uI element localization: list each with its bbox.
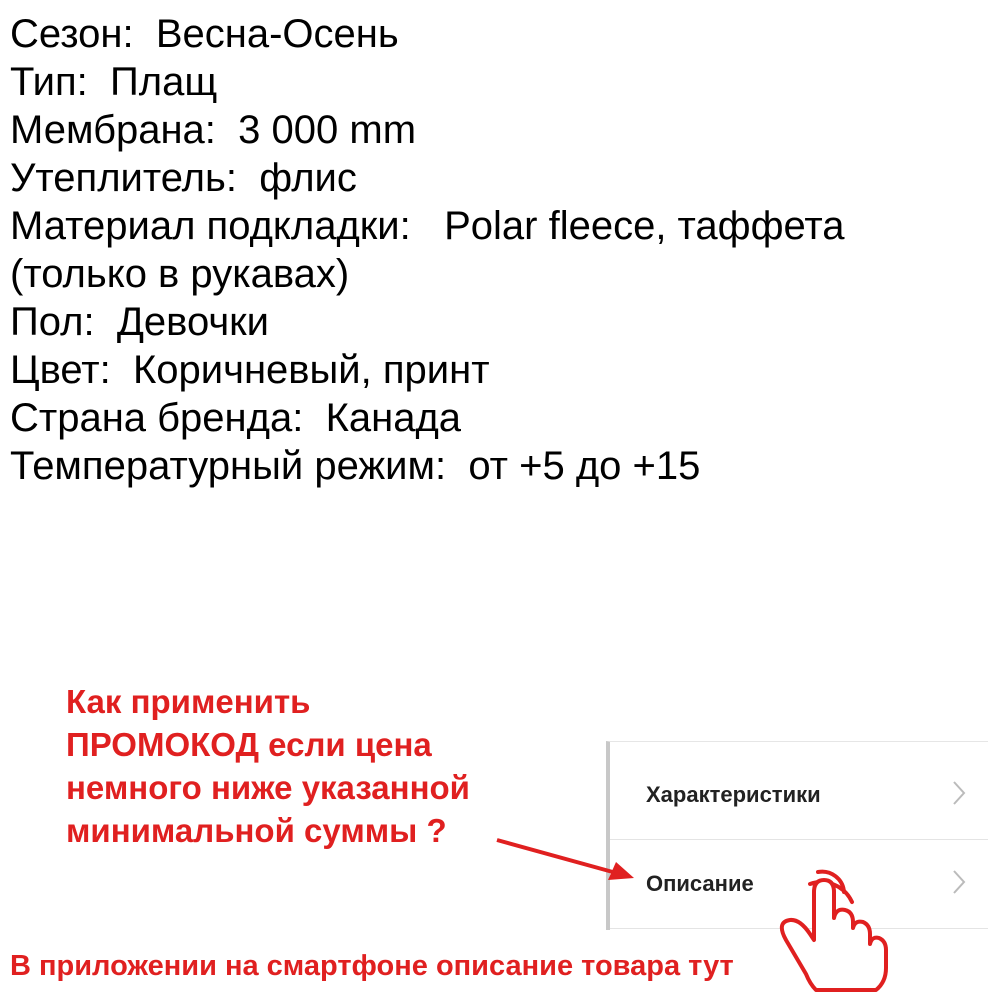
spec-lining <box>10 202 970 298</box>
spec-value: Коричневый, принт <box>132 348 490 392</box>
spec-value: Девочки <box>116 300 269 344</box>
product-specs <box>10 10 970 490</box>
spec-membrane <box>10 106 970 154</box>
spec-value: Канада <box>325 396 462 440</box>
spec-insulation <box>10 154 970 202</box>
chevron-right-icon <box>952 780 966 806</box>
promo-line: минимальной суммы ? <box>66 812 447 849</box>
spec-label: Сезон: <box>10 12 134 56</box>
spec-label: Цвет: <box>10 348 111 392</box>
characteristics-label: Характеристики <box>646 782 821 807</box>
spec-value: Весна-Осень <box>155 12 399 56</box>
promo-line: ПРОМОКОД если цена <box>66 726 432 763</box>
app-screenshot-panel <box>606 741 988 930</box>
spec-label: Утеплитель: <box>10 156 237 200</box>
spec-label: Мембрана: <box>10 108 216 152</box>
promo-question <box>66 680 566 852</box>
promo-line: немного ниже указанной <box>66 769 470 806</box>
spec-label: Температурный режим: <box>10 444 447 488</box>
spec-value: Polar fleece, таффета (только в рукавах) <box>10 204 845 296</box>
spec-label: Материал подкладки: <box>10 204 411 248</box>
spec-season <box>10 10 970 58</box>
chevron-right-icon <box>952 869 966 895</box>
spec-type <box>10 58 970 106</box>
spec-temperature <box>10 442 970 490</box>
spec-label: Тип: <box>10 60 88 104</box>
spec-brand-country <box>10 394 970 442</box>
spec-value: от +5 до +15 <box>468 444 701 488</box>
description-row[interactable] <box>610 841 988 929</box>
footer-note: В приложении на смартфоне описание товара тут <box>10 950 734 982</box>
spec-label: Пол: <box>10 300 95 344</box>
spec-color <box>10 346 970 394</box>
description-label: Описание <box>646 871 754 896</box>
spec-value: флис <box>259 156 357 200</box>
spec-value: 3 000 mm <box>238 108 417 152</box>
promo-line: Как применить <box>66 683 311 720</box>
spec-gender <box>10 298 970 346</box>
characteristics-row[interactable] <box>610 752 988 840</box>
spec-label: Страна бренда: <box>10 396 304 440</box>
spec-value: Плащ <box>110 60 218 104</box>
